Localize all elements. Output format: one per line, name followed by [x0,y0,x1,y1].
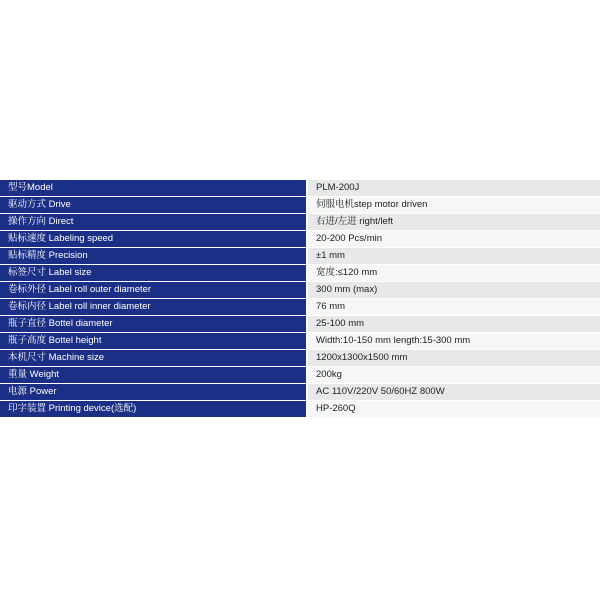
spec-row-outer-diameter [0,282,600,299]
spec-value: Width:10-150 mm length:15-300 mm [308,333,600,350]
spec-label: 电源 Power [0,384,306,401]
spec-label: 瓶子高度 Bottel height [0,333,306,350]
spec-value: 200kg [308,367,600,384]
spec-value: 76 mm [308,299,600,316]
spec-row-precision [0,248,600,265]
spec-label: 卷标外径 Label roll outer diameter [0,282,306,299]
spec-row-bottle-height [0,333,600,350]
spec-value: 宽度:≤120 mm [308,265,600,282]
spec-label: 标签尺寸 Label size [0,265,306,282]
spec-value: AC 110V/220V 50/60HZ 800W [308,384,600,401]
spec-row-power [0,384,600,401]
spec-value: ±1 mm [308,248,600,265]
spec-value: HP-260Q [308,401,600,418]
spec-label: 重量 Weight [0,367,306,384]
spec-label: 贴标速度 Labeling speed [0,231,306,248]
spec-row-printing-device [0,401,600,418]
spec-value: 25-100 mm [308,316,600,333]
spec-row-weight [0,367,600,384]
spec-value: 伺服电机step motor driven [308,197,600,214]
spec-label: 印字装置 Printing device(选配) [0,401,306,418]
spec-row-drive [0,197,600,214]
spec-value: 20-200 Pcs/min [308,231,600,248]
spec-row-model [0,180,600,197]
spec-label: 驱动方式 Drive [0,197,306,214]
spec-label: 卷标内径 Label roll inner diameter [0,299,306,316]
spec-row-machine-size [0,350,600,367]
spec-row-labeling-speed [0,231,600,248]
spec-value: 右进/左进 right/left [308,214,600,231]
spec-value: PLM-200J [308,180,600,197]
spec-label: 瓶子直径 Bottel diameter [0,316,306,333]
spec-row-label-size [0,265,600,282]
spec-row-bottle-diameter [0,316,600,333]
spec-label: 本机尺寸 Machine size [0,350,306,367]
spec-row-inner-diameter [0,299,600,316]
spec-value: 300 mm (max) [308,282,600,299]
spec-label: 型号Model [0,180,306,197]
spec-label: 操作方向 Direct [0,214,306,231]
spec-value: 1200x1300x1500 mm [308,350,600,367]
spec-row-direct [0,214,600,231]
spec-table [0,180,600,418]
spec-label: 贴标精度 Precision [0,248,306,265]
